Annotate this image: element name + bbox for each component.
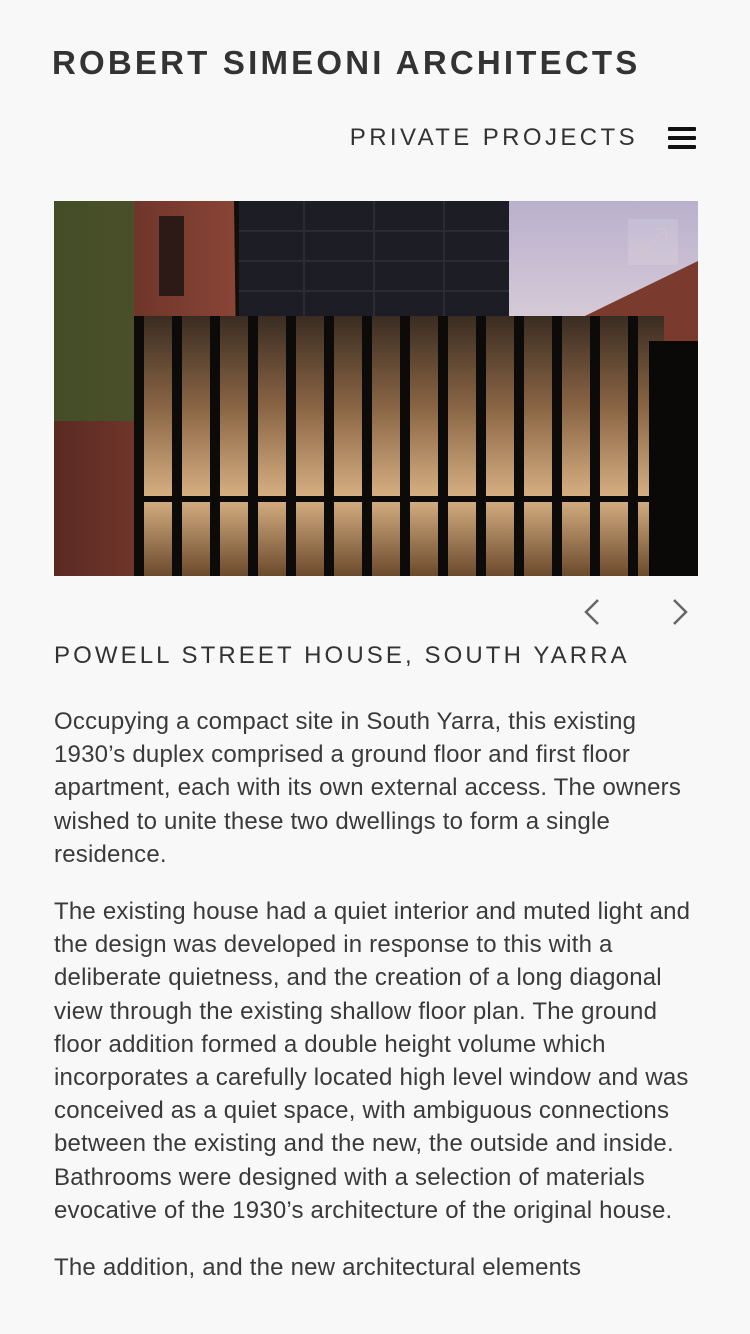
project-description xyxy=(54,705,704,1308)
description-paragraph: The addition, and the new architectural elements xyxy=(54,1254,582,1282)
description-paragraph: Occupying a compact site in South Yarra, this existing 1930’s duplex comprised a ground floor and first floor apartment, each with its own external access. The owners wished to unite these two dwellings to form a single residence. xyxy=(54,708,682,868)
photo-illustration xyxy=(54,201,698,576)
menu-bar xyxy=(668,145,696,149)
expand-arrows-icon xyxy=(628,219,678,265)
gallery-prev-button[interactable] xyxy=(578,596,608,628)
gallery-next-button[interactable] xyxy=(664,596,694,628)
project-title: POWELL STREET HOUSE, SOUTH YARRA xyxy=(54,642,630,669)
menu-bar xyxy=(668,136,696,140)
site-nav xyxy=(350,124,696,152)
chevron-right-icon xyxy=(664,596,694,628)
nav-section-label[interactable]: PRIVATE PROJECTS xyxy=(349,124,638,151)
menu-bar xyxy=(668,127,696,131)
description-paragraph: The existing house had a quiet interior and muted light and the design was developed in response to this with a deliberate quietness, and the creation of a long diagonal view through the existing shallow floor plan. The ground floor addition formed a double height volume which incorporates a carefully located high level window and was conceived as a quiet space, with ambiguous connections between the existing and the new, the outside and inside. Bathrooms were designed with a selection of materials evocative of the 1930’s architecture of the original house. xyxy=(54,898,691,1224)
hamburger-menu-icon[interactable] xyxy=(668,127,696,149)
project-photo[interactable] xyxy=(54,201,698,576)
brand-title[interactable]: ROBERT SIMEONI ARCHITECTS xyxy=(52,44,641,81)
chevron-left-icon xyxy=(578,596,608,628)
expand-button[interactable] xyxy=(628,219,678,265)
